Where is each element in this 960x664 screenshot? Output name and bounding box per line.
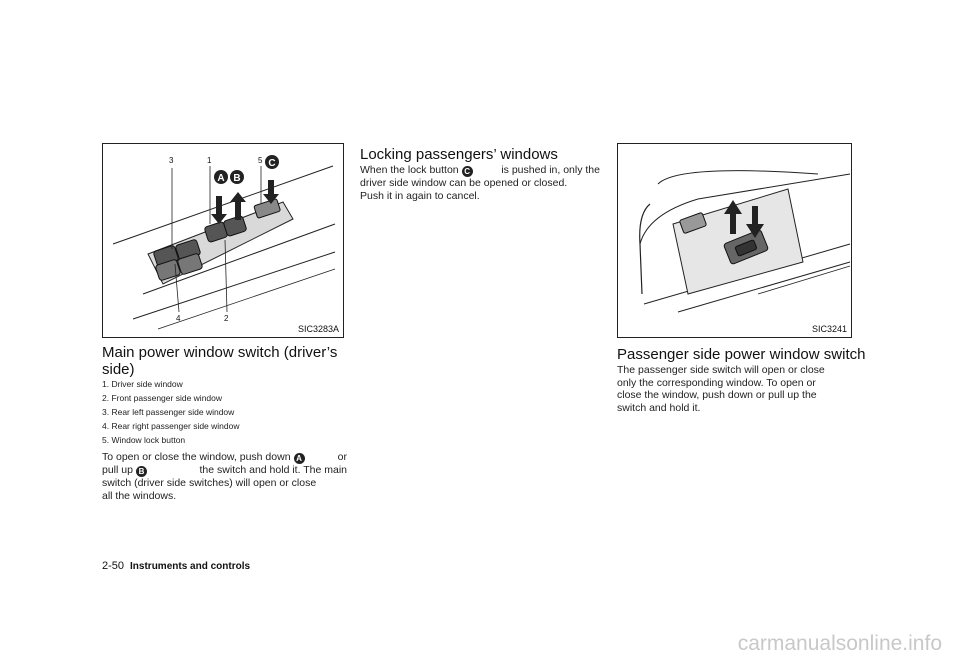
para-text: or <box>337 451 347 463</box>
para-text: only the corresponding window. To open or <box>617 376 816 389</box>
circle-c-icon: C <box>462 166 473 177</box>
para-text: pull up <box>102 464 133 476</box>
callout-1: 1 <box>207 156 212 165</box>
passenger-switch-heading: Passenger side power window switch <box>617 346 866 363</box>
passenger-switch-paragraph <box>617 364 857 414</box>
window-switch-list <box>102 377 347 447</box>
driver-switch-illustration <box>103 144 343 337</box>
para-text: The passenger side switch will open or close <box>617 364 825 376</box>
driver-switch-figure <box>102 143 344 338</box>
para-text: switch (driver side switches) will open or close <box>102 477 317 489</box>
driver-switch-paragraph <box>102 451 347 502</box>
callout-4: 4 <box>176 314 181 323</box>
callout-2: 2 <box>224 314 229 323</box>
list-item: 4. Rear right passenger side window <box>102 421 240 431</box>
callout-a: A <box>217 173 225 184</box>
callout-5: 5 <box>258 156 263 165</box>
page-footer <box>102 560 250 572</box>
figure-code-left: SIC3283A <box>297 324 339 334</box>
callout-c: C <box>268 158 276 169</box>
locking-paragraph <box>360 164 600 202</box>
callout-3: 3 <box>169 156 174 165</box>
para-text: is pushed in, only the <box>501 164 600 176</box>
locking-heading: Locking passengers’ windows <box>360 146 558 163</box>
passenger-switch-figure <box>617 143 852 338</box>
para-text: close the window, push down or pull up the <box>617 389 817 401</box>
para-text: switch and hold it. <box>617 401 701 414</box>
figure-code-right: SIC3241 <box>811 324 847 334</box>
para-text: all the windows. <box>102 489 177 502</box>
passenger-switch-illustration <box>618 144 851 337</box>
para-text: driver side window can be opened or closed. <box>360 177 568 189</box>
para-text: To open or close the window, push down <box>102 451 291 463</box>
section-title: Instruments and controls <box>130 561 251 572</box>
list-item: 5. Window lock button <box>102 435 186 445</box>
driver-switch-heading-line2: side) <box>102 361 135 378</box>
list-item: 2. Front passenger side window <box>102 393 223 403</box>
para-text: the switch and hold it. The main <box>199 464 347 476</box>
driver-switch-heading-line1: Main power window switch (driver’s <box>102 344 338 361</box>
circle-a-icon: A <box>294 453 305 464</box>
driver-switch-heading <box>102 344 352 378</box>
para-text: When the lock button <box>360 164 459 176</box>
page-number: 2-50 <box>102 560 125 572</box>
list-item: 3. Rear left passenger side window <box>102 407 235 417</box>
list-item: 1. Driver side window <box>102 379 183 389</box>
watermark: carmanualsonline.info <box>737 632 942 655</box>
circle-b-icon: B <box>136 466 147 477</box>
para-text: Push it in again to cancel. <box>360 189 480 202</box>
callout-b: B <box>233 173 241 184</box>
